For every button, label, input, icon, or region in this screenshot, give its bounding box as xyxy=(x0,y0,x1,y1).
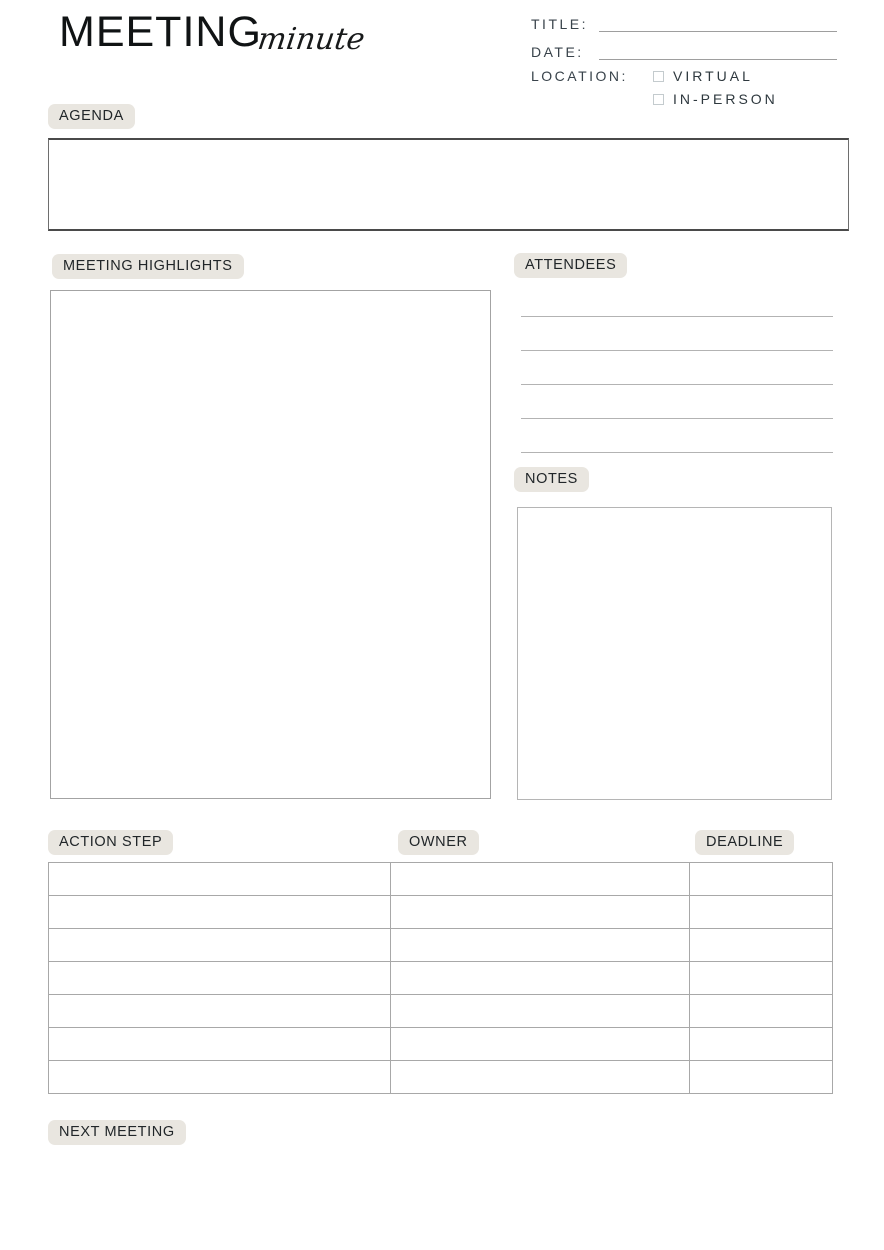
action-table-row xyxy=(49,962,833,995)
action-step-cell[interactable] xyxy=(49,929,391,962)
owner-cell[interactable] xyxy=(390,929,690,962)
action-step-cell[interactable] xyxy=(49,863,391,896)
action-table-row xyxy=(49,929,833,962)
action-step-cell[interactable] xyxy=(49,1028,391,1061)
page-subtitle: minute xyxy=(255,22,367,57)
date-row xyxy=(531,38,837,60)
meeting-meta xyxy=(531,10,837,113)
attendees-section-label: ATTENDEES xyxy=(514,253,627,278)
attendees-lines xyxy=(521,283,833,453)
action-step-cell[interactable] xyxy=(49,896,391,929)
title-row xyxy=(531,10,837,32)
location-label: LOCATION: xyxy=(531,68,628,84)
deadline-cell[interactable] xyxy=(690,1061,833,1094)
deadline-cell[interactable] xyxy=(690,962,833,995)
notes-input-box[interactable] xyxy=(517,507,832,800)
owner-cell[interactable] xyxy=(390,896,690,929)
owner-cell[interactable] xyxy=(390,995,690,1028)
title-input-line[interactable] xyxy=(599,16,837,32)
next-meeting-section-label: NEXT MEETING xyxy=(48,1120,186,1145)
deadline-cell[interactable] xyxy=(690,1028,833,1061)
deadline-column-label: DEADLINE xyxy=(695,830,794,855)
meeting-highlights-section-label: MEETING HIGHLIGHTS xyxy=(52,254,244,279)
owner-cell[interactable] xyxy=(390,962,690,995)
attendee-line[interactable] xyxy=(521,351,833,385)
action-table-row xyxy=(49,1028,833,1061)
agenda-section-label: AGENDA xyxy=(48,104,135,129)
attendee-line[interactable] xyxy=(521,385,833,419)
owner-cell[interactable] xyxy=(390,1028,690,1061)
owner-column-label: OWNER xyxy=(398,830,479,855)
in-person-label: IN-PERSON xyxy=(673,91,778,107)
action-step-cell[interactable] xyxy=(49,962,391,995)
action-table-row xyxy=(49,896,833,929)
action-table-row xyxy=(49,995,833,1028)
meeting-highlights-input-box[interactable] xyxy=(50,290,491,799)
in-person-checkbox[interactable] xyxy=(653,94,664,105)
date-label: DATE: xyxy=(531,44,584,60)
deadline-cell[interactable] xyxy=(690,896,833,929)
deadline-cell[interactable] xyxy=(690,929,833,962)
attendee-line[interactable] xyxy=(521,283,833,317)
agenda-input-box[interactable] xyxy=(48,138,849,231)
attendee-line[interactable] xyxy=(521,419,833,453)
owner-cell[interactable] xyxy=(390,863,690,896)
page-title: MEETING xyxy=(59,8,262,56)
location-options xyxy=(653,68,778,107)
date-input-line[interactable] xyxy=(599,44,837,60)
location-option-in-person[interactable] xyxy=(653,91,778,107)
action-table-row xyxy=(49,863,833,896)
deadline-cell[interactable] xyxy=(690,863,833,896)
location-row xyxy=(531,68,837,107)
title-label: TITLE: xyxy=(531,16,589,32)
notes-section-label: NOTES xyxy=(514,467,589,492)
virtual-checkbox[interactable] xyxy=(653,71,664,82)
owner-cell[interactable] xyxy=(390,1061,690,1094)
deadline-cell[interactable] xyxy=(690,995,833,1028)
action-step-cell[interactable] xyxy=(49,1061,391,1094)
action-table-row xyxy=(49,1061,833,1094)
action-step-column-label: ACTION STEP xyxy=(48,830,173,855)
action-step-cell[interactable] xyxy=(49,995,391,1028)
virtual-label: VIRTUAL xyxy=(673,68,753,84)
action-table xyxy=(48,862,833,1094)
location-option-virtual[interactable] xyxy=(653,68,778,84)
attendee-line[interactable] xyxy=(521,317,833,351)
